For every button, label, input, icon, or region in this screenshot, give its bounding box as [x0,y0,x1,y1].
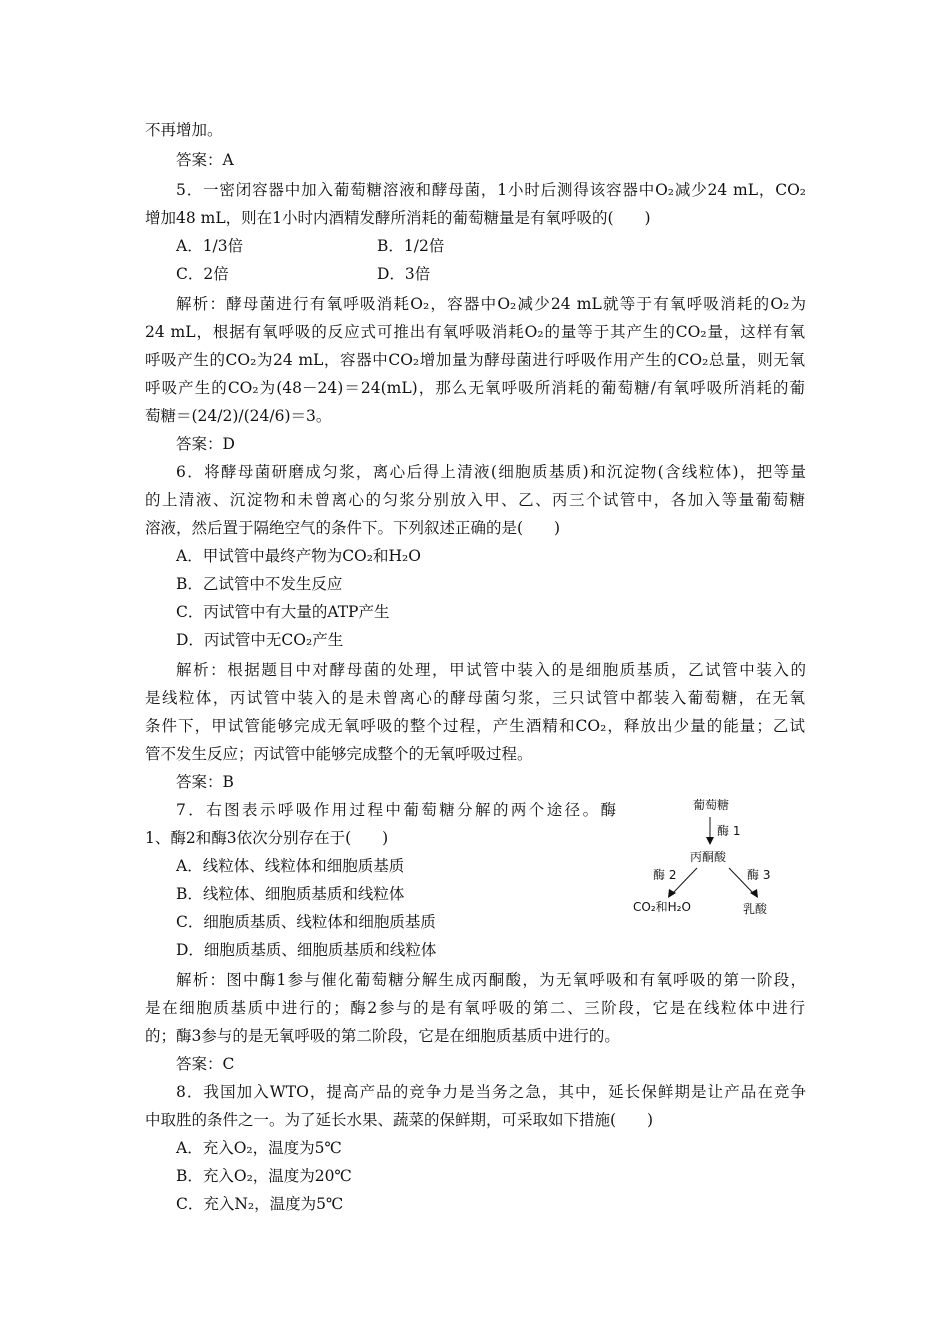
q6-option-c: C．丙试管中有大量的ATP产生 [176,603,390,621]
q7-option-d: D．细胞质基质、细胞质基质和线粒体 [176,941,437,959]
analysis-5-line: 24 mL，根据有氧呼吸的反应式可推出有氧呼吸消耗O₂的量等于其产生的CO₂量，这样有氧 [145,323,805,341]
analysis-5-line: 呼吸产生的CO₂为24 mL，容器中CO₂增加量为酵母菌进行呼吸作用产生的CO₂总量，则无氧 [145,351,805,369]
enzyme-2-label: 酶 2 [653,868,677,882]
answer-line: 答案：B [176,773,234,791]
q5-option-d: D．3倍 [377,265,431,283]
q6-option-a: A．甲试管中最终产物为CO₂和H₂O [176,547,421,565]
question-8-line: 8．我国加入WTO，提高产品的竞争力是当务之急，其中，延长保鲜期是让产品在竞争 [176,1083,806,1101]
pyruvate-label: 丙酮酸 [690,850,727,864]
question-8-line: 中取胜的条件之一。为了延长水果、蔬菜的保鲜期，可采取如下措施( ) [145,1111,654,1129]
arrowhead [750,889,758,898]
analysis-6-line: 是线粒体，丙试管中装入的是未曾离心的酵母菌匀浆，三只试管中都装入葡萄糖，在无氧 [145,689,805,707]
question-7-line: 1、酶2和酶3依次分别存在于( ) [145,829,389,847]
glucose-label: 葡萄糖 [693,798,730,812]
q7-option-b: B．线粒体、细胞质基质和线粒体 [176,885,405,903]
analysis-7-line: 解析：图中酶1参与催化葡萄糖分解生成丙酮酸，为无氧呼吸和有氧呼吸的第一阶段， [176,971,806,989]
text-line: 不再增加。 [145,121,223,139]
analysis-5-line: 萄糖＝(24/2)/(24/6)＝3。 [145,407,332,425]
question-6-line: 溶液，然后置于隔绝空气的条件下。下列叙述正确的是( ) [145,519,561,537]
aerobic-product-label: CO₂和H₂O [633,900,691,914]
analysis-5-line: 呼吸产生的CO₂为(48－24)＝24(mL)，那么无氧呼吸所消耗的葡萄糖/有氧呼吸所消耗的葡 [145,379,805,397]
q8-option-c: C．充入N₂，温度为5℃ [176,1195,344,1213]
analysis-7-line: 的；酶3参与的是无氧呼吸的第二阶段，它是在细胞质基质中进行的。 [145,1027,620,1045]
analysis-6-line: 条件下，甲试管能够完成无氧呼吸的整个过程，产生酒精和CO₂，释放出少量的能量；乙试 [145,717,805,735]
arrowhead [668,889,676,898]
q7-option-c: C．细胞质基质、线粒体和细胞质基质 [176,913,436,931]
enzyme-1-label: 酶 1 [717,824,741,838]
anaerobic-product-label: 乳酸 [743,902,768,916]
q5-option-b: B．1/2倍 [377,237,445,255]
analysis-6-line: 解析：根据题目中对酵母菌的处理，甲试管中装入的是细胞质基质，乙试管中装入的 [176,661,806,679]
answer-line: 答案：C [176,1055,235,1073]
q6-option-b: B．乙试管中不发生反应 [176,575,343,593]
question-5-line: 5．一密闭容器中加入葡萄糖溶液和酵母菌，1小时后测得该容器中O₂减少24 mL，CO₂ [176,181,806,199]
q5-option-c: C．2倍 [176,265,229,283]
question-6-line: 6．将酵母菌研磨成匀浆，离心后得上清液(细胞质基质)和沉淀物(含线粒体)，把等量 [176,463,806,481]
question-5-line: 增加48 mL，则在1小时内酒精发酵所消耗的葡萄糖量是有氧呼吸的( ) [145,209,651,227]
arrow-aerobic [673,868,697,893]
analysis-5-line: 解析：酵母菌进行有氧呼吸消耗O₂，容器中O₂减少24 mL就等于有氧呼吸消耗的O₂为 [176,295,806,313]
answer-line: 答案：D [176,435,235,453]
q6-option-d: D．丙试管中无CO₂产生 [176,631,344,649]
analysis-6-line: 管不发生反应；丙试管中能够完成整个的无氧呼吸过程。 [145,745,533,763]
answer-line: 答案：A [176,151,234,169]
q8-option-a: A．充入O₂，温度为5℃ [176,1139,342,1157]
question-7-line: 7．右图表示呼吸作用过程中葡萄糖分解的两个途径。酶 [176,801,616,819]
q7-option-a: A．线粒体、线粒体和细胞质基质 [176,857,405,875]
question-6-line: 的上清液、沉淀物和未曾离心的匀浆分别放入甲、乙、丙三个试管中，各加入等量葡萄糖 [145,491,805,509]
q5-option-a: A．1/3倍 [176,237,244,255]
arrowhead [706,837,714,845]
q8-option-b: B．充入O₂，温度为20℃ [176,1167,352,1185]
respiration-pathway-diagram [625,795,795,920]
enzyme-3-label: 酶 3 [747,868,771,882]
analysis-7-line: 是在细胞质基质中进行的；酶2参与的是有氧呼吸的第二、三阶段，它是在线粒体中进行 [145,999,805,1017]
